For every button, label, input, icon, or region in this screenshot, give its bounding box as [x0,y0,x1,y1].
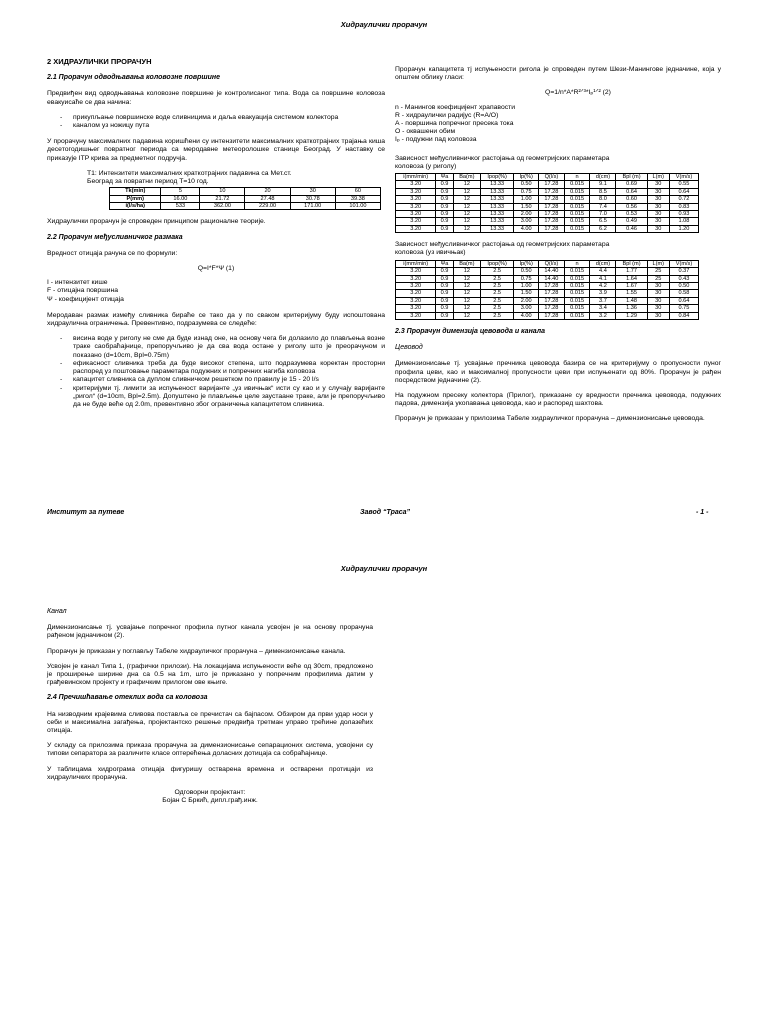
column-header: Bpl (m) [616,174,647,181]
table-cell: 30 [647,282,669,289]
table-cell: 2.5 [481,297,514,304]
definition-line: R - хидраулички радијус (R=A/O) [395,111,499,119]
table-cell: 7.4 [590,203,616,210]
rainfall-intensity-table [109,187,381,210]
column-header: d(cm) [590,260,616,267]
table-cell: 0.015 [564,218,590,225]
table-cell: 2.5 [481,268,514,275]
table-cell: 13.33 [481,188,514,195]
table-cell: 2.00 [514,297,539,304]
table-cell: 0.64 [669,297,698,304]
table-cell: 14.40 [539,275,565,282]
table-cell: 1.55 [616,290,647,297]
right-column [395,66,721,431]
definition-line: n - Манингов коефицијент храпавости [395,103,516,111]
definition-line: Ψ - коефицијент отицаја [47,295,124,303]
table-row [396,290,699,297]
column-header: Ip(%) [514,174,539,181]
table-cell: 3.20 [396,181,436,188]
table-cell: 0.9 [436,268,453,275]
table-cell: 0.58 [669,290,698,297]
table-cell: 0.69 [616,181,647,188]
table-cell: 0.64 [616,188,647,195]
table-cell: 17.28 [539,211,565,218]
table-caption [87,170,385,186]
formula-definitions [395,104,721,145]
paragraph: На низводним крајевима сливова поставља се пречистач са бајпасом. Обзиром да први удар носи у себи и максимална загађења, пројектантско решење предвиђа третман управо трећине долазећих отицаја. [47,710,373,735]
footer-left: Институт за путеве [47,509,125,516]
list-item: - капацитет сливника са дуплом сливничком решетком по правилу је 15 - 20 l/s [73,376,385,384]
table-cell: 3.20 [396,211,436,218]
column-header: Ipop(%) [481,260,514,267]
table-cell: 13.33 [481,211,514,218]
table-cell: 0.9 [436,218,453,225]
section-2-2-title: 2.2 Прорачун међусливничког размака [47,233,183,241]
paragraph: У складу са прилозима приказа прорачуна за димензионисање сепарационих система, усвојени су типови сепаратора за различите класе оптерећења доласних дотицаја са собраћајнице. [47,742,373,758]
definition-line: A - површина попречног пресека тока [395,120,514,128]
table-cell: 12 [453,268,480,275]
table-cell: 2.5 [481,275,514,282]
table-cell: 0.015 [564,196,590,203]
table-row [396,297,699,304]
running-header: Хидраулички прорачун [340,564,428,573]
table-cell: 0.015 [564,312,590,319]
table-title-line: Зависност међусливничког растојања од геометријских параметара [395,154,610,162]
table-cell: 13.33 [481,181,514,188]
table-title-line: коловоза (уз ивичњак) [395,249,466,257]
table-cell: 12 [453,297,480,304]
table-row [110,188,381,195]
table-cell: 25 [647,275,669,282]
table-cell: 12 [453,282,480,289]
signature-block [47,789,373,805]
column-header: Q(l/s) [539,174,565,181]
caption-line: Т1: Интензитети максималних краткотрајних падавина са Мет.ст. [87,169,292,177]
table-header-row [396,260,699,267]
table-cell: 0.9 [436,188,453,195]
paragraph: У таблицама хидрограма отицаја фигуришу остварена времена и остварени протицаји из хидрауличких прорачуна. [47,765,373,781]
document-page-2 [0,540,768,1024]
table-cell: 4.00 [514,312,539,319]
table-cell: 3.20 [396,268,436,275]
table-cell: i(l/s/ha) [110,203,161,210]
table-cell: 0.83 [669,203,698,210]
table-cell: 0.37 [669,268,698,275]
table-title [395,155,721,171]
list-item: - каналом уз ножицу пута [73,122,385,130]
definition-line: I - интензитет кише [47,279,108,287]
paragraph: У прорачуну максималних падавина коришћени су интензитети максималних краткотрајних трајања киша десетогодишњег повратног периода са меродавне метеоролошке станице Београд. У наставку се приказује ITP крива за предметног подручја. [47,138,385,162]
table-cell: 0.015 [564,188,590,195]
table-cell: 0.64 [669,188,698,195]
table-cell: 3.9 [590,290,616,297]
formula-1: Q=I*F*Ψ (1) [197,265,235,273]
column-header: Q(l/s) [539,260,565,267]
column-header: Ba(m) [453,260,480,267]
table-cell: 101.00 [335,203,380,210]
table-cell: 2.5 [481,312,514,319]
table-cell: 27.48 [245,195,290,202]
table-cell: 30 [647,218,669,225]
table-row [396,305,699,312]
paragraph: Прорачун је приказан у прилозима Табеле хидрауличког прорачуна – димензионисање цевовода. [395,415,705,423]
table-cell: 0.9 [436,181,453,188]
column-header: Ba(m) [453,174,480,181]
bullet-list [47,335,385,409]
table-cell: 30 [647,225,669,232]
table-cell: 12 [453,181,480,188]
paragraph: Вредност отицаја рачуна се по формули: [47,249,178,257]
table-cell: Tk(min) [110,188,161,195]
table-cell: 3.20 [396,196,436,203]
table-cell: 1.29 [616,312,647,319]
table-cell: 362.00 [200,203,245,210]
table-cell: 14.40 [539,268,565,275]
table-cell: 30 [647,188,669,195]
table-cell: 17.28 [539,181,565,188]
paragraph: Усвојен је канал Типа 1, (графички прилози). На локацијама испуњености веће од 30cm, предложено је проширење ширине дна са 0.5 на 1m, што је приказано у попречним профилима датим у грађевинском пројекту и графичким прилогом ове књиге. [47,662,373,687]
caption-line: Београд за повратни период Т=10 год. [87,178,209,186]
table-cell: 39.38 [335,195,380,202]
table-cell: 0.015 [564,181,590,188]
table-cell: 8.5 [590,188,616,195]
table-cell: 9.1 [590,181,616,188]
table-cell: 3.00 [514,218,539,225]
table-cell: 0.75 [514,188,539,195]
definition-line: F - отицајна површина [47,287,118,295]
table-cell: 17.28 [539,282,565,289]
table-cell: 1.08 [669,218,698,225]
table-cell: 0.9 [436,275,453,282]
column-header: V(m/s) [669,260,698,267]
table-cell: 12 [453,218,480,225]
table-cell: 0.015 [564,305,590,312]
table-cell: 0.50 [514,268,539,275]
table-cell: 20 [245,188,290,195]
table-cell: 12 [453,203,480,210]
table-cell: 3.20 [396,218,436,225]
table-cell: 0.9 [436,203,453,210]
table-title [395,241,721,257]
table-cell: 4.2 [590,282,616,289]
table-cell: 1.50 [514,290,539,297]
table-row [396,218,699,225]
table-cell: 17.28 [539,290,565,297]
running-header: Хидраулички прорачун [340,20,428,29]
table-cell: 13.33 [481,218,514,225]
footer-center: Завод “Траса” [360,509,411,516]
table-cell: 30 [647,312,669,319]
table-cell: 0.9 [436,211,453,218]
table-row [396,188,699,195]
table-cell: 17.28 [539,305,565,312]
section-2-4-title: 2.4 Пречишћавање отеклих вода са коловоза [47,694,208,702]
subsection-title: Цевовод [395,344,423,352]
column-header: Bpl (m) [616,260,647,267]
table-cell: 0.015 [564,225,590,232]
table-cell: 1.20 [669,225,698,232]
section-2-3-title: 2.3 Прорачун димензија цевовода и канала [395,327,546,335]
table-cell: 21.72 [200,195,245,202]
table-cell: 0.60 [616,196,647,203]
table-cell: 1.00 [514,196,539,203]
table-cell: 2.00 [514,211,539,218]
table-cell: 533 [161,203,200,210]
paragraph: Хидраулички прорачун је спроведен принципом рационалне теорије. [47,218,266,226]
table-row [396,203,699,210]
table-row [396,282,699,289]
table-row [110,203,381,210]
table-row [396,275,699,282]
table-cell: 7.0 [590,211,616,218]
table-cell: 30 [647,297,669,304]
table-cell: 3.20 [396,275,436,282]
table-cell: 10 [200,188,245,195]
table-cell: 0.015 [564,268,590,275]
column-header: V(m/s) [669,174,698,181]
list-item: - ефикасност сливника треба да буде високог степена, што подразумева коректан просторни распоред уз поштовање параметара подужних и попречних нагиба коловоза [73,360,385,376]
table-cell: 0.84 [669,312,698,319]
table-cell: 30 [647,181,669,188]
table-cell: 3.20 [396,312,436,319]
paragraph: Прорачун је приказан у поглављу Табеле хидрауличког прорачуна – димензионисање канала. [47,647,346,655]
table-cell: 1.00 [514,282,539,289]
column-header: n [564,174,590,181]
table-cell: 12 [453,188,480,195]
table-cell: 17.28 [539,203,565,210]
table-row [396,268,699,275]
table-header-row [396,174,699,181]
column-header: Ip(%) [514,260,539,267]
list-item: - висина воде у риголу не сме да буде изнад оне, на основу чега би долазило до плављења возне траке саобраћајнице, препоручљиво је да сва вода остане у риголу што је преорачуном и показано (d=10cm, Bpl=0.75m) [73,335,385,360]
table-row [396,211,699,218]
table-cell: 5 [161,188,200,195]
table-cell: 4.00 [514,225,539,232]
table-title-line: Зависност међусливничког растојања од геометријских параметара [395,241,610,249]
column-header: Ψa [436,260,453,267]
table-cell: 30 [647,203,669,210]
column-header: Ipop(%) [481,174,514,181]
table-row [396,196,699,203]
table-cell: 60 [335,188,380,195]
column-header: i(mm/min) [396,260,436,267]
table-cell: 2.5 [481,305,514,312]
column-header: n [564,260,590,267]
formula-2: Q=1/n*A*R²ᐟ³*Iₚ¹ᐟ² (2) [545,89,611,97]
table-cell: 12 [453,196,480,203]
paragraph: Прорачун капацитета тј испуњености ригола је спроведен путем Шези-Манингове једначине, која у општем облику гласи: [395,66,721,82]
table-cell: 0.015 [564,211,590,218]
section-title: 2 ХИДРАУЛИЧКИ ПРОРАЧУН [47,57,152,66]
table-cell: 3.4 [590,305,616,312]
table-cell: 0.75 [514,275,539,282]
table-cell: 3.20 [396,297,436,304]
table-cell: 13.33 [481,203,514,210]
column-header: d(cm) [590,174,616,181]
table-cell: 30 [647,290,669,297]
table-cell: 3.20 [396,203,436,210]
column-header: Ψa [436,174,453,181]
table-cell: 17.28 [539,218,565,225]
table-cell: 12 [453,305,480,312]
table-cell: 13.33 [481,196,514,203]
table-cell: 3.20 [396,225,436,232]
table-row [396,312,699,319]
table-title-line: коловоза (у риголу) [395,162,457,170]
definition-line: O - оквашени обим [395,128,456,136]
formula-definitions [47,279,385,304]
table-cell: 6.5 [590,218,616,225]
table-cell: 1.77 [616,268,647,275]
table-cell: 0.9 [436,196,453,203]
column-header: L(m) [647,174,669,181]
table-cell: 4.1 [590,275,616,282]
paragraph: Димензионисање тј. усвајање пречника цевовода базира се на критеријуму о пропусности пуног профила цеви, као и максималној пропусности цеви при испуњенати од 80%. Прорачун је рађен посредством једначине (2). [395,360,721,384]
table-cell: 17.28 [539,196,565,203]
table-cell: 17.28 [539,225,565,232]
table-cell: 17.28 [539,297,565,304]
table-row [396,225,699,232]
table-cell: 1.48 [616,297,647,304]
table-cell: 12 [453,275,480,282]
curb-spacing-table [395,260,699,320]
table-cell: 2.5 [481,290,514,297]
table-cell: 1.67 [616,282,647,289]
table-cell: 0.015 [564,290,590,297]
table-cell: 3.20 [396,290,436,297]
table-cell: 2.5 [481,282,514,289]
paragraph: Меродаван размак између сливника бираће се тако да у по сваком критеријуму буду испоштована хидраулична ограничења. Превентивно, подразумева се следеће: [47,311,385,328]
table-row [396,181,699,188]
table-cell: 0.015 [564,275,590,282]
left-column [47,608,373,805]
table-cell: 3.20 [396,282,436,289]
table-cell: 0.015 [564,297,590,304]
table-cell: 30 [647,305,669,312]
table-cell: 0.93 [669,211,698,218]
table-cell: 3.20 [396,188,436,195]
column-header: L(m) [647,260,669,267]
bullet-list [47,114,385,130]
table-cell: 3.7 [590,297,616,304]
table-cell: 30 [647,211,669,218]
table-cell: 17.28 [539,312,565,319]
left-column [47,58,385,417]
table-cell: 0.46 [616,225,647,232]
table-cell: 0.9 [436,305,453,312]
table-cell: 0.56 [616,203,647,210]
table-cell: 17.28 [539,188,565,195]
table-cell: 0.015 [564,282,590,289]
table-cell: 0.50 [514,181,539,188]
table-cell: 3.00 [514,305,539,312]
table-cell: 12 [453,312,480,319]
table-cell: 0.49 [616,218,647,225]
table-cell: 30 [647,196,669,203]
table-cell: 229.00 [245,203,290,210]
table-cell: 6.2 [590,225,616,232]
table-cell: 30 [290,188,335,195]
table-cell: 0.9 [436,312,453,319]
list-item: - критеријуми тј. лимити за испуњеност варијанте „уз ивичњак“ исти су као и у случају варијанте „ригол“ (d=10cm, Bpl=2.5m). Допуштено је плављење целе заустаане траке, али је препоручљиво да не буде веће од 2.0m, превентивно због ограничења капацитетом сливника. [73,385,385,410]
table-cell: 0.9 [436,297,453,304]
table-cell: 0.50 [669,282,698,289]
table-cell: 13.33 [481,225,514,232]
table-cell: 0.43 [669,275,698,282]
table-cell: 3.2 [590,312,616,319]
table-cell: 3.20 [396,305,436,312]
paragraph: Предвиђен вид одводњавања коловозне површине је контролисаног типа. Вода са површине коловоза евакуисаће се два начина: [47,90,385,106]
table-cell: 0.75 [669,305,698,312]
definition-line: Iₚ - подужни пад коловоза [395,136,477,144]
table-cell: 0.72 [669,196,698,203]
table-cell: 30.78 [290,195,335,202]
signature-name: Бојан С Бркић, дипл.грађ.инж. [162,797,258,805]
table-cell: 0.015 [564,203,590,210]
paragraph: На подужном пресеку колектора (Прилог), приказане су вредности пречника цевовода, подужних падова, димензија укопавања цевовода, као и распоред шахтова. [395,391,721,408]
table-cell: 12 [453,290,480,297]
table-cell: 4.4 [590,268,616,275]
table-cell: 0.53 [616,211,647,218]
table-cell: 25 [647,268,669,275]
table-cell: 16.00 [161,195,200,202]
table-cell: 0.9 [436,290,453,297]
table-cell: P(mm) [110,195,161,202]
gutter-spacing-table [395,173,699,233]
table-cell: 1.36 [616,305,647,312]
subsection-title: Канал [47,608,67,615]
table-row [110,195,381,202]
footer-page-number: - 1 - [696,509,709,516]
table-cell: 0.55 [669,181,698,188]
table-cell: 171.00 [290,203,335,210]
table-cell: 0.9 [436,282,453,289]
table-cell: 12 [453,225,480,232]
section-2-1-title: 2.1 Прорачун одводњавања коловозне површине [47,74,221,82]
signature-role: Одговорни пројектант: [174,789,246,797]
column-header: i(mm/min) [396,174,436,181]
table-cell: 1.50 [514,203,539,210]
table-cell: 1.64 [616,275,647,282]
table-cell: 12 [453,211,480,218]
table-cell: 8.0 [590,196,616,203]
table-cell: 0.9 [436,225,453,232]
list-item: - прикупљање површинске воде сливницима и даља евакуација системом колектора [73,114,385,122]
paragraph: Димензионисање тј. усвајање попречног профила путног канала усвојен је на основу прорачуна рађеном једначином (2). [47,624,373,640]
